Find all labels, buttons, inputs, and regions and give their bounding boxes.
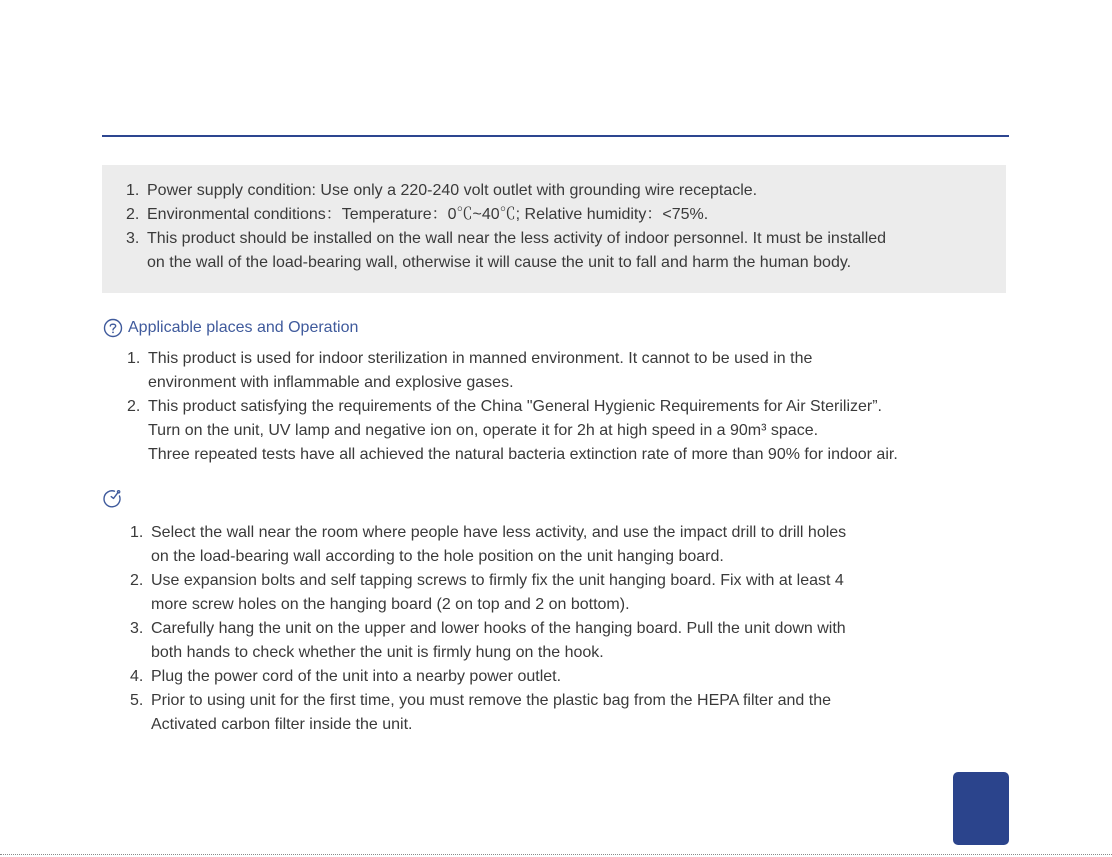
list-item-text: Use expansion bolts and self tapping screws to firmly fix the unit hanging board. Fix with at least 4 more screw holes on the hanging board (2 on top and 2 on bottom).	[151, 572, 844, 613]
list-item: 1. Power supply condition: Use only a 220-240 volt outlet with grounding wire receptacle.	[126, 182, 758, 199]
list-item: 2. Environmental conditions：Temperature：0℃~40℃; Relative humidity：<75%.	[126, 206, 709, 223]
section-heading-installation	[102, 488, 128, 510]
section-heading-operation	[102, 317, 358, 339]
question-circle-icon	[102, 317, 124, 339]
list-item-text: Select the wall near the room where people have less activity, and use the impact drill to drill holes on the load-bearing wall according to the hole position on the unit hanging board.	[151, 524, 847, 565]
list-item-text: Prior to using unit for the first time, you must remove the plastic bag from the HEPA filter and the Activated carbon filter inside the unit.	[151, 692, 832, 733]
list-item-text: Plug the power cord of the unit into a nearby power outlet.	[151, 668, 562, 685]
wrench-circle-icon	[102, 488, 124, 510]
list-item: 5. Prior to using unit for the first time, you must remove the plastic bag from the HEPA filter and the Activated carbon filter inside the unit.	[130, 692, 832, 733]
list-item: 2. This product satisfying the requirements of the China "General Hygienic Requirements for Air Sterilizer”. Turn on the unit, UV lamp and negative ion on, operate it for 2h at high speed in a 90m³ space. Three repeated tests have all achieved the natural bacteria extinction rate of more than 90% for indoor air.	[127, 398, 898, 463]
operation-list	[127, 347, 1017, 467]
header-divider	[102, 135, 1009, 137]
section-title: Applicable places and Operation	[128, 319, 359, 336]
notice-list	[126, 179, 996, 275]
list-item-text: Power supply condition: Use only a 220-240 volt outlet with grounding wire receptacle.	[147, 182, 758, 199]
list-item-text: This product should be installed on the wall near the less activity of indoor personnel. It must be installed on the wall of the load-bearing wall, otherwise it will cause the unit to fall and harm the human body.	[147, 230, 887, 271]
list-item: 3. This product should be installed on the wall near the less activity of indoor personnel. It must be installed on the wall of the load-bearing wall, otherwise it will cause the unit to fall and harm the human body.	[126, 230, 887, 271]
list-item: 4. Plug the power cord of the unit into a nearby power outlet.	[130, 668, 562, 685]
page-tab	[953, 772, 1009, 845]
list-item: 3. Carefully hang the unit on the upper and lower hooks of the hanging board. Pull the unit down with both hands to check whether the unit is firmly hung on the hook.	[130, 620, 846, 661]
list-item-text: This product is used for indoor sterilization in manned environment. It cannot to be used in the environment with inflammable and explosive gases.	[148, 350, 813, 391]
list-item-text: This product satisfying the requirements of the China "General Hygienic Requirements for Air Sterilizer”. Turn on the unit, UV lamp and negative ion on, operate it for 2h at high speed in a 90m³ space. Three repeated tests have all achieved the natural bacteria extinction rate of more than 90% for indoor air.	[148, 398, 898, 463]
installation-list	[130, 521, 960, 737]
list-item-text: Environmental conditions：Temperature：0℃~40℃; Relative humidity：<75%.	[147, 206, 709, 223]
list-item: 1. This product is used for indoor sterilization in manned environment. It cannot to be used in the environment with inflammable and explosive gases.	[127, 350, 813, 391]
bottom-dotted-rule	[0, 854, 1112, 855]
list-item: 1. Select the wall near the room where people have less activity, and use the impact drill to drill holes on the load-bearing wall according to the hole position on the unit hanging board.	[130, 524, 847, 565]
list-item: 2. Use expansion bolts and self tapping screws to firmly fix the unit hanging board. Fix with at least 4 more screw holes on the hanging board (2 on top and 2 on bottom).	[130, 572, 844, 613]
list-item-text: Carefully hang the unit on the upper and lower hooks of the hanging board. Pull the unit down with both hands to check whether the unit is firmly hung on the hook.	[151, 620, 846, 661]
